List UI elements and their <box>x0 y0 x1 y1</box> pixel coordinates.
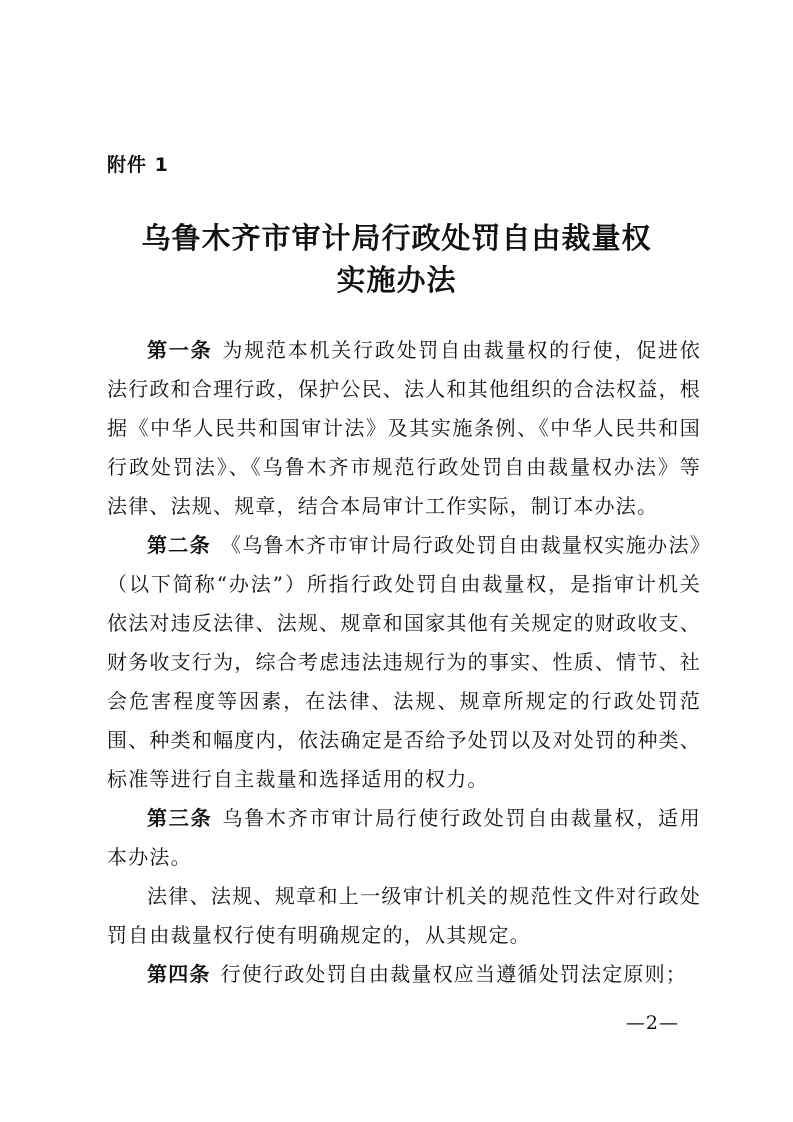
paragraph-article-3-clause-2 <box>107 877 701 955</box>
paragraph-article-2 <box>107 526 701 799</box>
paragraph-article-1 <box>107 331 701 526</box>
document-title-line-2: 实施办法 <box>336 263 457 297</box>
article-text: 行使行政处罚自由裁量权应当遵循处罚法定原则； <box>220 962 688 986</box>
article-heading: 第四条 <box>147 962 211 986</box>
attachment-label: 附件 1 <box>107 154 169 176</box>
article-text: 为规范本机关行政处罚自由裁量权的行使，促进依法行政和合理行政，保护公民、法人和其他组织的合法权益，根据《中华人民共和国审计法》及其实施条例、《中华人民共和国行政处罚法》、《乌鲁木齐市规范行政处罚自由裁量权办法》等法律、法规、规章，结合本局审计工作实际，制订本办法。 <box>107 338 701 518</box>
paragraph-article-4 <box>107 955 701 994</box>
document-title-line-1: 乌鲁木齐市审计局行政处罚自由裁量权 <box>141 221 652 255</box>
paragraph-article-3 <box>107 799 701 877</box>
article-heading: 第一条 <box>147 338 213 362</box>
article-heading: 第三条 <box>147 806 213 830</box>
page-number: —2— <box>625 1012 679 1034</box>
document-body <box>107 331 701 994</box>
article-text: 乌鲁木齐市审计局行使行政处罚自由裁量权，适用本办法。 <box>107 806 701 869</box>
article-heading: 第二条 <box>147 533 211 557</box>
article-text: 《乌鲁木齐市审计局行政处罚自由裁量权实施办法》（以下简称“办法”）所指行政处罚自由裁量权，是指审计机关依法对违反法律、法规、规章和国家其他有关规定的财政收支、财务收支行为，综合考虑违法违规行为的事实、性质、情节、社会危害程度等因素，在法律、法规、规章所规定的行政处罚范围、种类和幅度内，依法确定是否给予处罚以及对处罚的种类、标准等进行自主裁量和选择适用的权力。 <box>107 533 701 791</box>
article-text: 法律、法规、规章和上一级审计机关的规范性文件对行政处罚自由裁量权行使有明确规定的，从其规定。 <box>107 884 701 947</box>
